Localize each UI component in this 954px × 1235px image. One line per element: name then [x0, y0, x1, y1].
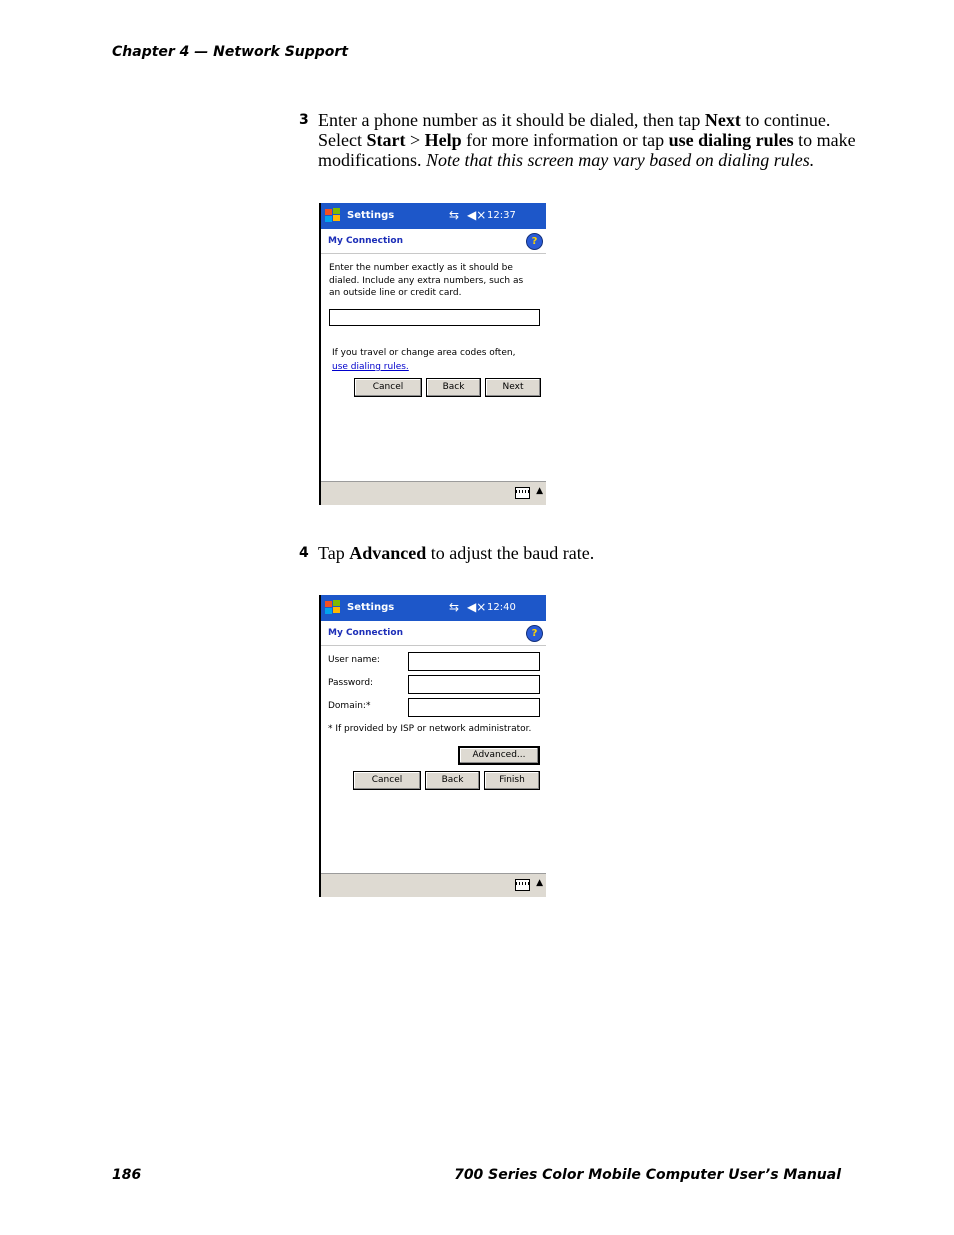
step-text: to continue. Select: [318, 110, 831, 150]
domain-label: Domain:*: [328, 701, 371, 711]
step-4: [299, 543, 858, 563]
step-bold: Next: [704, 110, 741, 130]
menu-bar: [321, 481, 546, 505]
step-bold: Start: [366, 130, 406, 150]
user-name-input[interactable]: [408, 652, 540, 671]
step-text: >: [405, 130, 425, 150]
clock-time[interactable]: 12:37: [487, 210, 516, 221]
step-bold: Help: [424, 130, 462, 150]
step-text: Tap: [318, 543, 350, 563]
section-header: [321, 229, 546, 254]
section-title: My Connection: [328, 236, 403, 246]
section-header: [321, 621, 546, 646]
manual-title: 700 Series Color Mobile Computer User’s Manual: [454, 1167, 841, 1183]
step-bold: use dialing rules: [668, 130, 794, 150]
menu-bar: [321, 873, 546, 897]
cancel-button[interactable]: Cancel: [354, 378, 422, 397]
finish-button[interactable]: Finish: [484, 771, 540, 790]
back-button[interactable]: Back: [425, 771, 480, 790]
app-title: Settings: [347, 602, 395, 613]
help-icon[interactable]: ?: [526, 625, 543, 642]
help-icon[interactable]: ?: [526, 233, 543, 250]
screenshot-credentials: [319, 595, 546, 897]
step-bold: Advanced: [349, 543, 427, 563]
keyboard-icon[interactable]: [515, 879, 530, 891]
domain-input[interactable]: [408, 698, 540, 717]
travel-text: If you travel or change area codes often,: [332, 348, 516, 358]
connectivity-arrows-icon[interactable]: ⇆: [449, 600, 460, 614]
title-bar: [321, 595, 546, 621]
running-header: Chapter 4 — Network Support: [112, 44, 349, 60]
sip-arrow-icon[interactable]: ▲: [536, 486, 543, 496]
step-number: 4: [299, 545, 309, 561]
dialing-rules-link[interactable]: use dialing rules.: [332, 362, 409, 372]
cancel-button[interactable]: Cancel: [353, 771, 421, 790]
clock-time[interactable]: 12:40: [487, 602, 516, 613]
password-label: Password:: [328, 678, 374, 688]
step-text: Enter a phone number as it should be dialed, then tap: [318, 110, 705, 130]
back-button[interactable]: Back: [426, 378, 481, 397]
step-3: [299, 110, 858, 170]
step-text: to make modifications.: [318, 130, 856, 170]
section-title: My Connection: [328, 628, 403, 638]
connectivity-arrows-icon[interactable]: ⇆: [449, 208, 460, 222]
step-number: 3: [299, 112, 309, 128]
page-number: 186: [112, 1167, 142, 1183]
step-text: to adjust the baud rate.: [426, 543, 595, 563]
footnote-text: * If provided by ISP or network administrator.: [328, 724, 532, 734]
next-button[interactable]: Next: [485, 378, 541, 397]
speaker-muted-icon[interactable]: ◀×: [467, 600, 487, 614]
step-text: for more information or tap: [461, 130, 669, 150]
phone-number-input[interactable]: [329, 309, 540, 326]
screenshot-enter-number: [319, 203, 546, 505]
step-note: Note that this screen may vary based on dialing rules.: [425, 150, 815, 170]
sip-arrow-icon[interactable]: ▲: [536, 878, 543, 888]
windows-flag-icon[interactable]: [323, 598, 343, 618]
windows-flag-icon[interactable]: [323, 206, 343, 226]
keyboard-icon[interactable]: [515, 487, 530, 499]
user-name-label: User name:: [328, 655, 380, 665]
instructions-text: Enter the number exactly as it should be dialed. Include any extra numbers, such as an outside line or credit card.: [329, 263, 524, 298]
advanced-button[interactable]: Advanced...: [458, 746, 540, 765]
app-title: Settings: [347, 210, 395, 221]
password-input[interactable]: [408, 675, 540, 694]
speaker-muted-icon[interactable]: ◀×: [467, 208, 487, 222]
title-bar: [321, 203, 546, 229]
